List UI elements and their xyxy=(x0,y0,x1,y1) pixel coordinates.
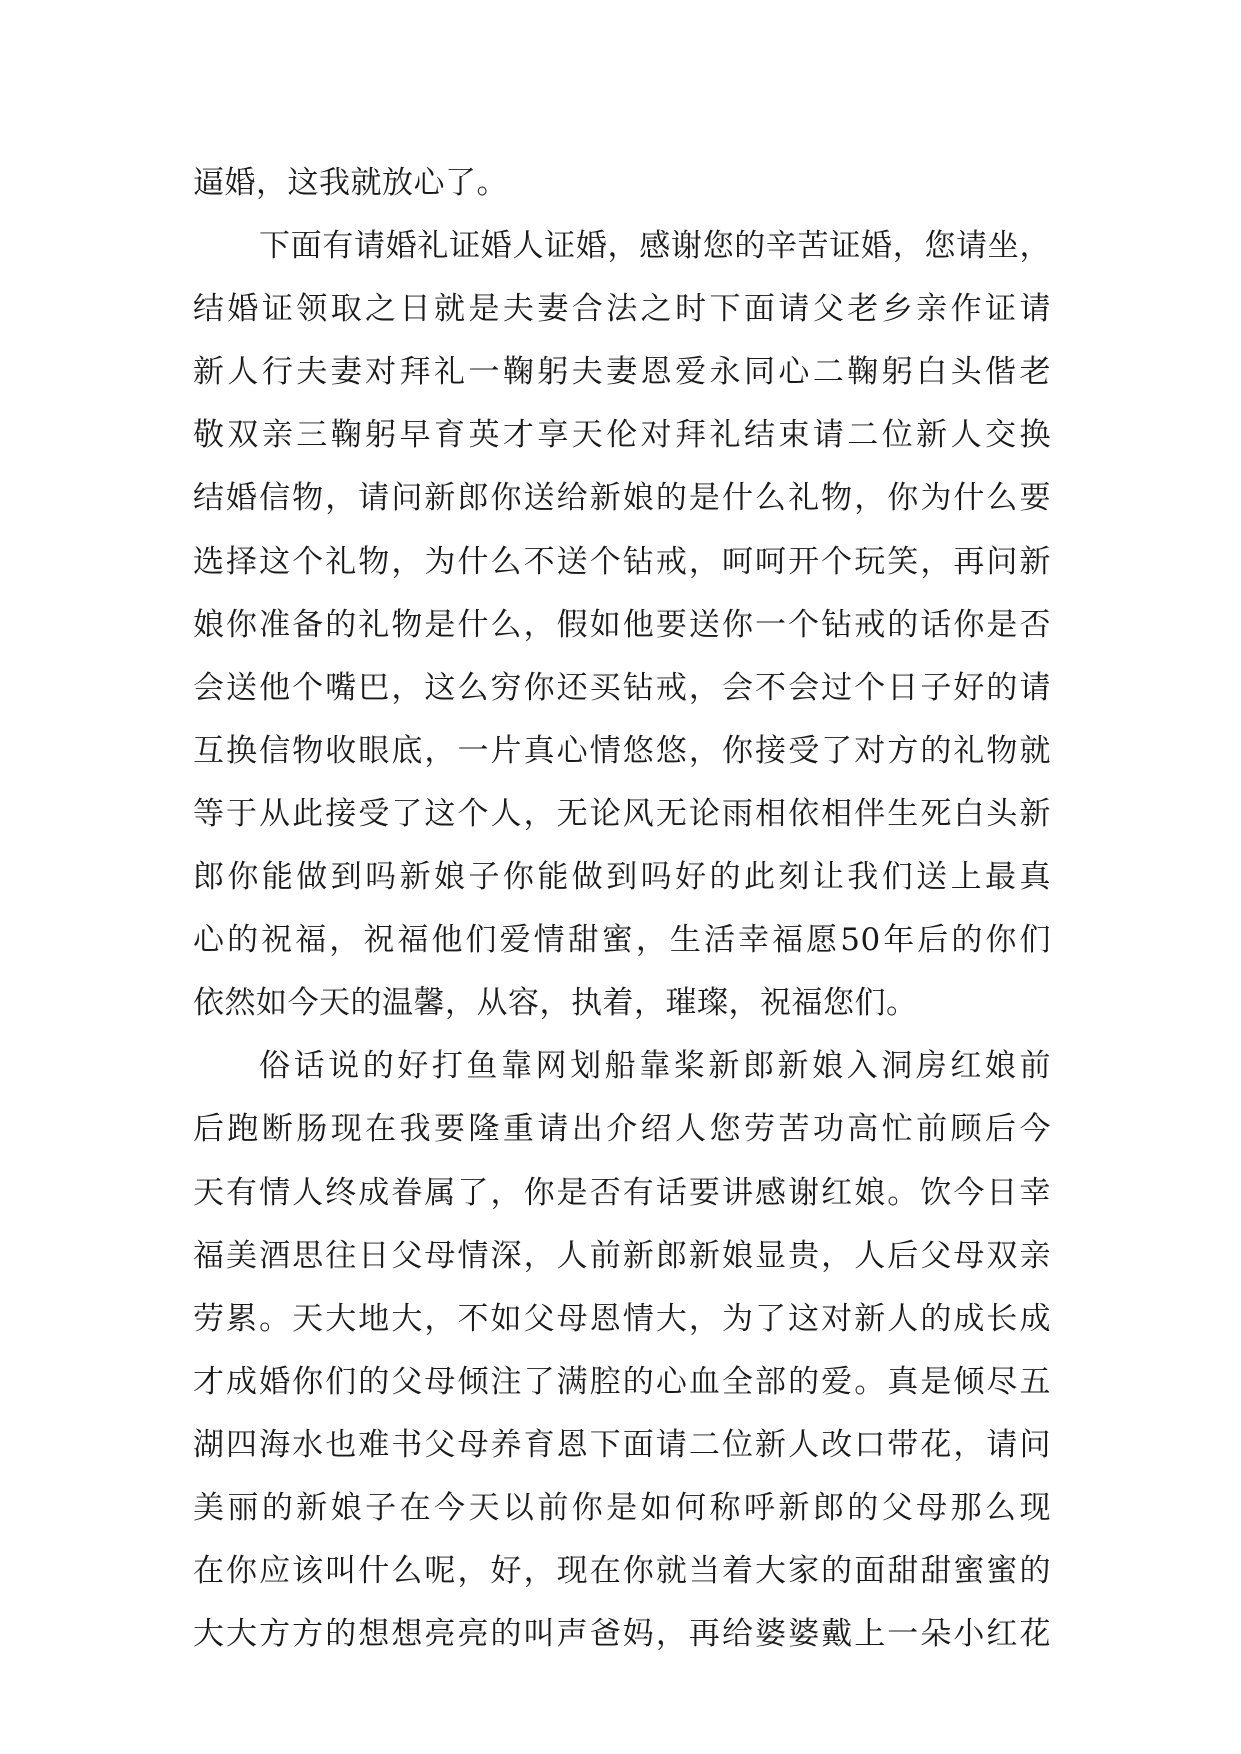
text-line: 在你应该叫什么呢，好，现在你就当着大家的面甜甜蜜蜜的 xyxy=(193,1553,1051,1590)
text-line: 天有情人终成眷属了，你是否有话要讲感谢红娘。饮今日幸 xyxy=(193,1174,1051,1211)
text-line: 新人行夫妻对拜礼一鞠躬夫妻恩爱永同心二鞠躬白头偕老 xyxy=(193,354,1051,391)
text-line: 敬双亲三鞠躬早育英才享天伦对拜礼结束请二位新人交换 xyxy=(193,417,1051,454)
text-line: 依然如今天的温馨，从容，执着，璀璨，祝福您们。 xyxy=(193,985,918,1022)
text-line: 才成婚你们的父母倾注了满腔的心血全部的爱。真是倾尽五 xyxy=(193,1363,1051,1400)
text-line: 等于从此接受了这个人，无论风无论雨相依相伴生死白头新 xyxy=(193,795,1051,832)
paragraph-start-line: 下面有请婚礼证婚人证婚，感谢您的辛苦证婚，您请坐， xyxy=(259,228,1051,265)
text-line: 选择这个礼物，为什么不送个钻戒，呵呵开个玩笑，再问新 xyxy=(193,543,1051,580)
text-line: 美丽的新娘子在今天以前你是如何称呼新郎的父母那么现 xyxy=(193,1489,1051,1526)
text-line: 逼婚，这我就放心了。 xyxy=(193,165,508,201)
text-line: 湖四海水也难书父母养育恩下面请二位新人改口带花，请问 xyxy=(193,1426,1051,1463)
text-line: 会送他个嘴巴，这么穷你还买钻戒，会不会过个日子好的请 xyxy=(193,669,1051,706)
text-line: 后跑断肠现在我要隆重请出介绍人您劳苦功高忙前顾后今 xyxy=(193,1111,1051,1148)
body-text xyxy=(193,152,1051,1666)
text-line: 心的祝福，祝福他们爱情甜蜜，生活幸福愿50年后的你们 xyxy=(193,922,1051,959)
text-line: 福美酒思往日父母情深，人前新郎新娘显贵，人后父母双亲 xyxy=(193,1237,1051,1274)
text-line: 结婚证领取之日就是夫妻合法之时下面请父老乡亲作证请 xyxy=(193,291,1051,328)
text-line: 娘你准备的礼物是什么，假如他要送你一个钻戒的话你是否 xyxy=(193,606,1051,643)
paragraph-start-line: 俗话说的好打鱼靠网划船靠桨新郎新娘入洞房红娘前 xyxy=(259,1048,1051,1085)
text-line: 互换信物收眼底，一片真心情悠悠，你接受了对方的礼物就 xyxy=(193,732,1051,769)
text-line: 劳累。天大地大，不如父母恩情大，为了这对新人的成长成 xyxy=(193,1300,1051,1337)
text-line: 郎你能做到吗新娘子你能做到吗好的此刻让我们送上最真 xyxy=(193,859,1051,896)
text-line: 大大方方的想想亮亮的叫声爸妈，再给婆婆戴上一朵小红花 xyxy=(193,1616,1051,1653)
text-line: 结婚信物，请问新郎你送给新娘的是什么礼物，你为什么要 xyxy=(193,480,1051,517)
